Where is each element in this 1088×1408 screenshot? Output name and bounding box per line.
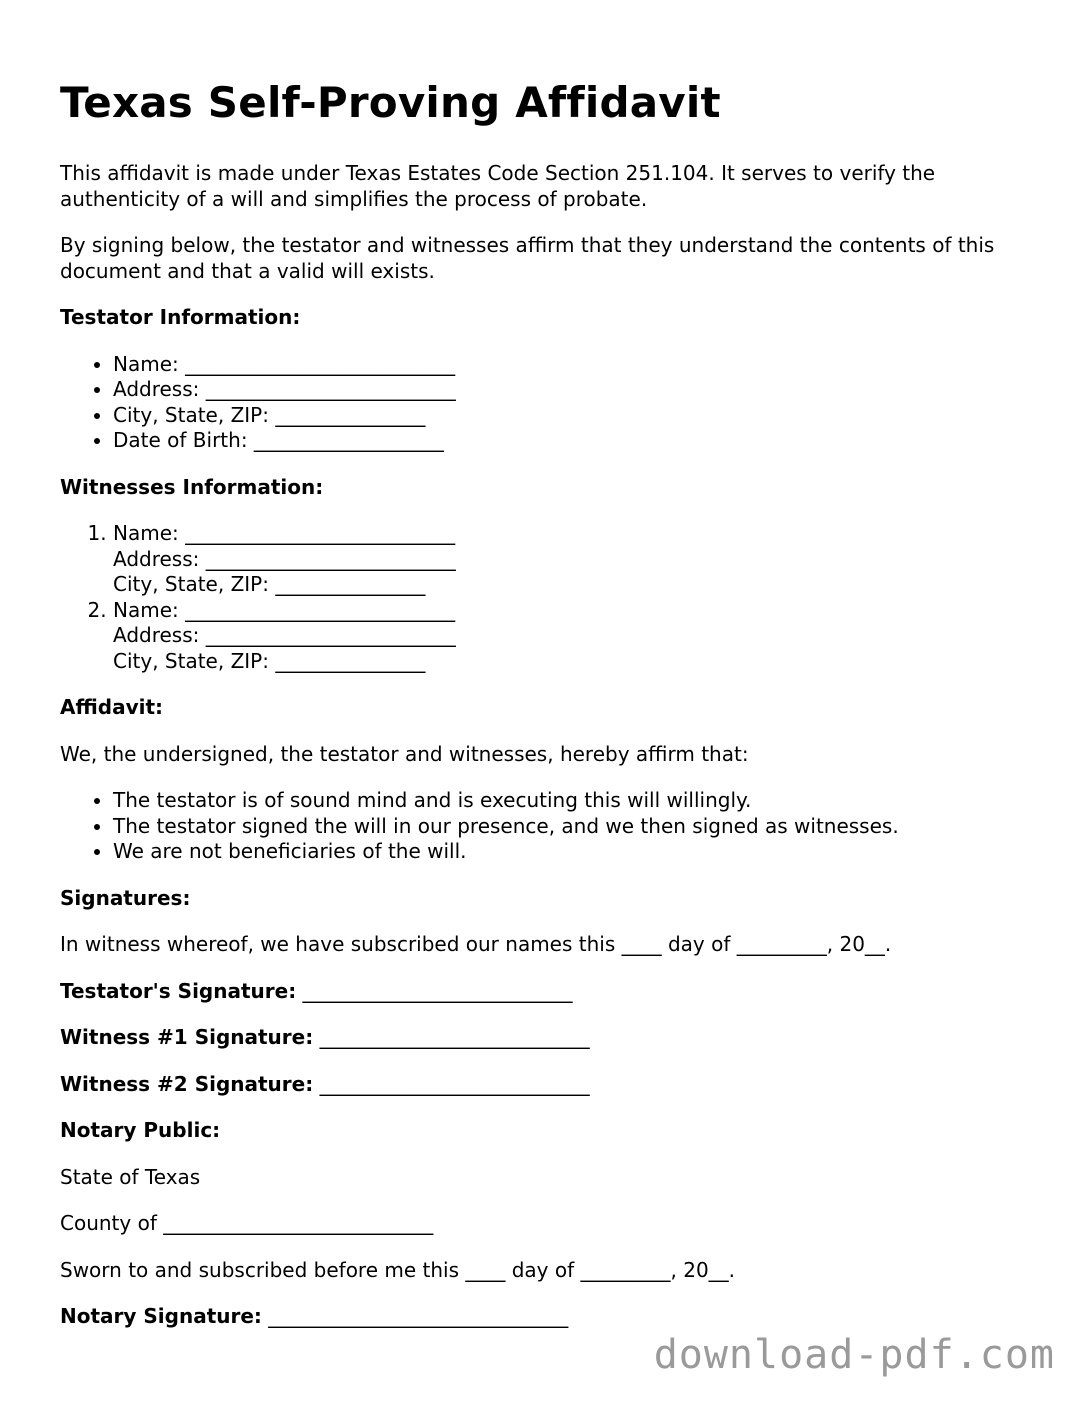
witness-2-address-field: Address: _________________________ — [113, 623, 456, 647]
testator-signature-label: Testator's Signature: — [60, 978, 297, 1003]
affidavit-point: • The testator signed the will in our presence, and we then signed as witnesses. — [113, 814, 1050, 840]
testator-signature-row — [60, 979, 1050, 1005]
witness-1-signature-row — [60, 1025, 1050, 1051]
witnesses-list — [60, 521, 1050, 674]
signatures-heading: Signatures: — [60, 885, 191, 910]
witness-2-entry — [113, 598, 1050, 675]
testator-address-field: • Address: _________________________ — [113, 377, 1050, 403]
watermark: download-pdf.com — [653, 1332, 1055, 1378]
notary-signature-line: ______________________________ — [261, 1304, 569, 1328]
witness-2-name-field: 2. Name: ___________________________ — [113, 597, 456, 622]
testator-name-field: • Name: ___________________________ — [113, 352, 1050, 378]
affidavit-point: • The testator is of sound mind and is executing this will willingly. — [113, 788, 1050, 814]
affidavit-heading: Affidavit: — [60, 695, 164, 719]
witness-2-city-field: City, State, ZIP: _______________ — [113, 648, 426, 673]
intro-paragraph-1: This affidavit is made under Texas Estates Code Section 251.104. It serves to verify the authenticity of a will and simplifies the process of probate. — [60, 161, 936, 211]
witness-2-signature-label: Witness #2 Signature: — [60, 1071, 314, 1096]
notary-sworn-line: Sworn to and subscribed before me this ____ day of _________, 20__. — [60, 1257, 736, 1282]
witness-whereof-line: In witness whereof, we have subscribed our names this ____ day of _________, 20__. — [60, 932, 892, 956]
notary-heading: Notary Public: — [60, 1118, 221, 1142]
notary-state: State of Texas — [60, 1164, 201, 1189]
witness-2-signature-line: ___________________________ — [313, 1071, 590, 1096]
witness-1-signature-line: ___________________________ — [313, 1025, 590, 1049]
witnesses-heading: Witnesses Information: — [60, 474, 324, 499]
witness-1-entry — [113, 521, 1050, 598]
intro-paragraph-2: By signing below, the testator and witnesses affirm that they understand the contents of this document and that a valid will exists. — [60, 233, 995, 283]
notary-signature-row — [60, 1304, 1050, 1330]
testator-city-field: • City, State, ZIP: _______________ — [113, 403, 1050, 429]
testator-field-list — [60, 352, 1050, 454]
witness-1-signature-label: Witness #1 Signature: — [60, 1025, 314, 1049]
affidavit-points — [60, 788, 1050, 865]
document-page — [60, 0, 1050, 1330]
witness-1-city-field: City, State, ZIP: _______________ — [113, 572, 426, 596]
notary-county: County of ___________________________ — [60, 1211, 434, 1235]
notary-signature-label: Notary Signature: — [60, 1304, 262, 1328]
affidavit-lead: We, the undersigned, the testator and witnesses, hereby affirm that: — [60, 741, 749, 766]
witness-2-signature-row — [60, 1072, 1050, 1098]
testator-signature-line: ___________________________ — [296, 978, 573, 1003]
witness-1-address-field: Address: _________________________ — [113, 546, 456, 571]
page-title: Texas Self-Proving Affidavit — [60, 78, 721, 127]
testator-heading: Testator Information: — [60, 305, 301, 329]
affidavit-point: • We are not beneficiaries of the will. — [113, 839, 1050, 865]
testator-dob-field: • Date of Birth: ___________________ — [113, 428, 1050, 454]
witness-1-name-field: 1. Name: ___________________________ — [113, 521, 456, 545]
